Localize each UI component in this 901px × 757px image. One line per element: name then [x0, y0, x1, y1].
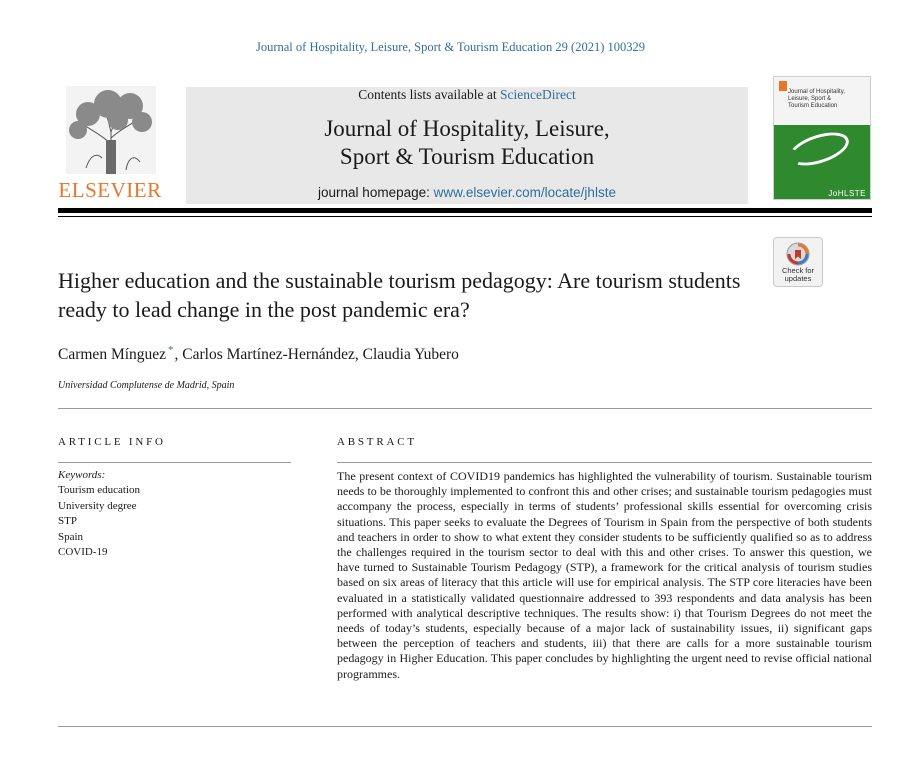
cover-title-line3: Tourism Education	[788, 103, 838, 109]
keyword-item: COVID-19	[58, 546, 108, 559]
article-info-heading: ARTICLE INFO	[58, 436, 166, 448]
journal-title-line1: Journal of Hospitality, Leisure,	[324, 116, 610, 141]
abstract-rule	[337, 462, 872, 463]
abstract-heading: ABSTRACT	[337, 436, 417, 448]
keywords-label: Keywords:	[58, 469, 106, 481]
article-info-rule	[58, 462, 291, 463]
journal-title	[186, 115, 748, 171]
abstract-text: The present context of COVID19 pandemics has highlighted the vulnerability of tourism. Sustainable tourism needs to be thoroughly implemented to confront this and other crises; and sustainable tourism pedagogies must accompany the process, especially in terms of students’ professional skills essential for overcoming crisis situations. This paper seeks to evaluate the Degrees of Tourism in Spain from the perspective of both students and teachers in order to show to what extent they consider students to be sufficiently qualified so as to address the challenges required in the tourism sector to deal with this and other crises. To answer this question, we have turned to Sustainable Tourism Pedagogy (STP), a framework for the critical analysis of tourism studies based on six areas of literacy that this article will use for empirical analysis. The STP core literacies have been evaluated in a statistically validated questionnaire addressed to 393 respondents and data analysis has been performed with analytical descriptive techniques. The results show: i) that Tourism Degrees do not meet the needs of today’s students, especially because of a major lack of sustainability issues, ii) significant gaps between the perception of teachers and students, iii) that there are calls for a more sustainable tourism pedagogy in Higher Education. This paper concludes by highlighting the urgent need to revise official national programmes.	[337, 469, 872, 681]
author-list	[58, 344, 758, 364]
homepage-prefix: journal homepage:	[318, 185, 434, 200]
keywords-block	[58, 468, 140, 560]
elsevier-wordmark: ELSEVIER	[58, 178, 162, 202]
check-for-updates-button[interactable]	[773, 237, 823, 287]
keyword-item: Tourism education	[58, 484, 141, 497]
article-title: Higher education and the sustainable tourism pedagogy: Are tourism students ready to lead change in the post pandemic era?	[58, 268, 741, 322]
check-updates-line1: Check for	[781, 266, 815, 275]
elsevier-tree-icon	[66, 86, 156, 174]
affiliation: Universidad Complutense de Madrid, Spain	[58, 380, 235, 391]
keyword-item: Spain	[58, 530, 84, 543]
corresponding-author-marker[interactable]: *	[168, 344, 174, 356]
authors-remaining[interactable]: , Carlos Martínez-Hernández, Claudia Yubero	[174, 346, 459, 364]
check-updates-line2: updates	[784, 274, 812, 283]
keyword-item: STP	[58, 515, 77, 528]
cover-title-line2: Leisure, Sport &	[788, 96, 832, 102]
journal-homepage	[186, 185, 748, 200]
keyword-item: University degree	[58, 499, 137, 512]
divider-rule	[58, 408, 872, 409]
sciencedirect-link[interactable]: ScienceDirect	[500, 87, 576, 102]
header-rule-thin	[58, 216, 872, 217]
cover-title-line1: Journal of Hospitality,	[788, 89, 845, 95]
cover-panel	[774, 125, 870, 200]
bottom-rule	[58, 726, 872, 727]
cover-elsevier-icon	[779, 81, 787, 91]
check-updates-label	[774, 267, 822, 283]
cover-acronym: JoHLSTE	[828, 189, 866, 198]
journal-citation[interactable]: Journal of Hospitality, Leisure, Sport & Tourism Education 29 (2021) 100329	[255, 40, 645, 54]
journal-cover[interactable]	[773, 76, 871, 200]
author-minguez[interactable]: Carmen Mínguez	[58, 346, 167, 364]
cover-swirl-icon	[785, 126, 853, 172]
header-rule-thick	[58, 208, 872, 213]
journal-header	[186, 87, 748, 204]
contents-availability	[186, 87, 748, 103]
contents-prefix: Contents lists available at	[358, 87, 500, 102]
check-updates-icon	[786, 242, 810, 266]
cover-title	[788, 89, 845, 110]
journal-title-line2: Sport & Tourism Education	[339, 144, 595, 169]
cover-top	[774, 77, 870, 125]
elsevier-logo[interactable]	[58, 86, 162, 204]
homepage-link[interactable]: www.elsevier.com/locate/jhlste	[433, 185, 616, 200]
